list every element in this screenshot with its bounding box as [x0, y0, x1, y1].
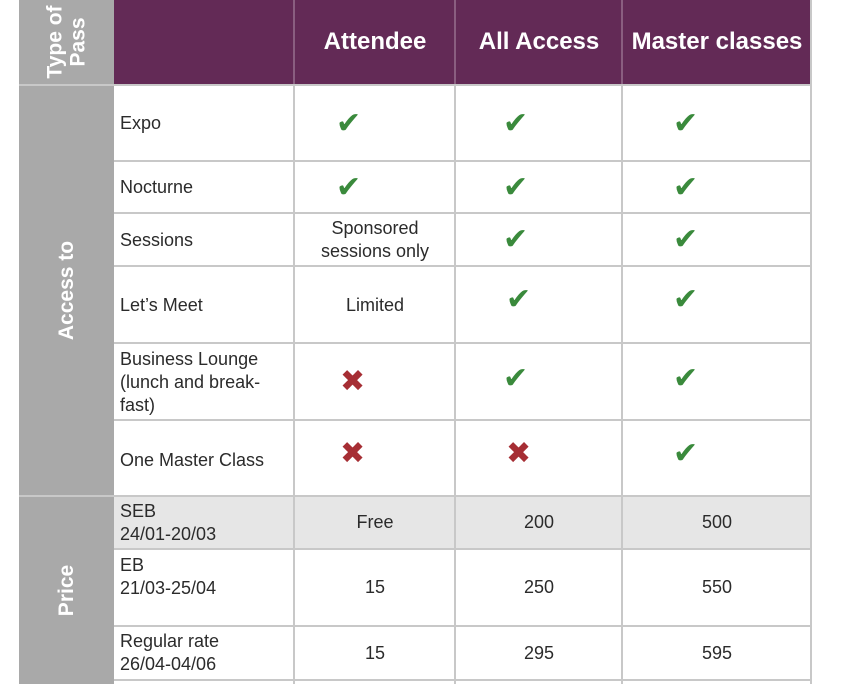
- header-all-access: All Access: [456, 0, 622, 84]
- grid-line: [454, 86, 456, 684]
- cell-sessions-master: [673, 214, 733, 266]
- price-seb-attendee: Free: [356, 512, 394, 532]
- check-icon: ✔: [503, 170, 529, 204]
- row-label-business-lounge: Business Lounge (lunch and break-fast): [120, 348, 261, 415]
- price-seb-master: 500: [701, 512, 733, 532]
- cell-nocturne-all-access: [503, 162, 563, 213]
- price-regular-master: 595: [701, 642, 733, 663]
- cell-lets-meet-all-access: [506, 262, 566, 338]
- check-icon: ✔: [673, 170, 699, 204]
- row-label-nocturne: Nocturne: [120, 177, 194, 197]
- check-icon: ✔: [503, 106, 529, 140]
- row-label-lets-meet: Let’s Meet: [120, 294, 203, 315]
- grid-line: [621, 0, 623, 84]
- check-icon: ✔: [503, 223, 529, 256]
- cell-expo-all-access: [503, 86, 563, 161]
- price-eb-attendee: 15: [364, 577, 386, 597]
- check-icon: ✔: [336, 170, 362, 204]
- row-label-one-master-class: One Master Class: [120, 449, 265, 470]
- header-master-classes: Master classes: [623, 0, 811, 84]
- price-eb-all-access: 250: [523, 577, 555, 597]
- price-label-line2: 24/01-20/03: [120, 523, 217, 544]
- cell-lets-meet-attendee: Limited: [345, 294, 405, 315]
- price-label: Price: [55, 564, 78, 617]
- grid-line: [454, 0, 456, 84]
- grid-line: [114, 679, 812, 681]
- side-access-to: [19, 86, 114, 495]
- type-of-pass-label: Type of Pass: [43, 5, 90, 79]
- grid-line: [114, 548, 812, 550]
- price-eb-master: 550: [701, 577, 733, 597]
- cell-expo-attendee: [336, 86, 396, 161]
- check-icon: ✔: [503, 362, 529, 395]
- grid-line: [114, 625, 812, 627]
- grid-line: [114, 160, 812, 162]
- cross-icon: ✖: [506, 437, 532, 470]
- check-icon: ✔: [673, 283, 699, 316]
- check-icon: ✔: [673, 106, 699, 140]
- cell-master-class-master: [673, 416, 733, 492]
- price-label-line1: EB: [120, 555, 145, 575]
- grid-line: [19, 84, 812, 86]
- header-blank: [114, 0, 294, 84]
- cross-icon: ✖: [340, 437, 366, 470]
- grid-line: [114, 419, 812, 421]
- check-icon: ✔: [336, 106, 362, 140]
- header-attendee: Attendee: [295, 0, 455, 84]
- cell-sessions-attendee: Sponsored sessions only: [320, 218, 430, 261]
- cell-lounge-master: [673, 341, 733, 417]
- check-icon: ✔: [673, 437, 699, 470]
- cell-master-class-all-access: [506, 416, 566, 492]
- side-type-of-pass: [19, 0, 114, 84]
- price-regular-attendee: 15: [364, 642, 386, 663]
- grid-line: [114, 212, 812, 214]
- cell-nocturne-attendee: [336, 162, 396, 213]
- side-price: [19, 497, 114, 684]
- grid-line: [114, 265, 812, 267]
- row-label-expo: Expo: [120, 113, 162, 133]
- grid-line: [293, 0, 295, 84]
- row-label-sessions: Sessions: [120, 229, 194, 250]
- cell-lounge-attendee: [340, 344, 400, 420]
- grid-line: [19, 495, 812, 497]
- check-icon: ✔: [506, 283, 532, 316]
- price-regular-all-access: 295: [523, 642, 555, 663]
- grid-line: [114, 342, 812, 344]
- price-label-line2: 21/03-25/04: [120, 578, 217, 598]
- cell-expo-master: [673, 86, 733, 161]
- cross-icon: ✖: [340, 365, 366, 398]
- check-icon: ✔: [673, 362, 699, 395]
- price-row-regular-label: [114, 627, 294, 679]
- cell-lets-meet-master: [673, 262, 733, 338]
- price-label-line1: SEB: [120, 500, 157, 521]
- price-seb-all-access: 200: [523, 512, 555, 532]
- price-label-line2: 26/04-04/06: [120, 654, 217, 674]
- price-label-line1: Regular rate: [120, 631, 220, 651]
- cell-nocturne-master: [673, 162, 733, 213]
- grid-line: [621, 86, 623, 684]
- cell-master-class-attendee: [340, 416, 400, 492]
- price-row-eb-label: [114, 550, 294, 625]
- cell-sessions-all-access: [503, 214, 563, 266]
- access-to-label: Access to: [55, 240, 78, 341]
- grid-line: [293, 86, 295, 684]
- cell-lounge-all-access: [503, 341, 563, 417]
- check-icon: ✔: [673, 223, 699, 256]
